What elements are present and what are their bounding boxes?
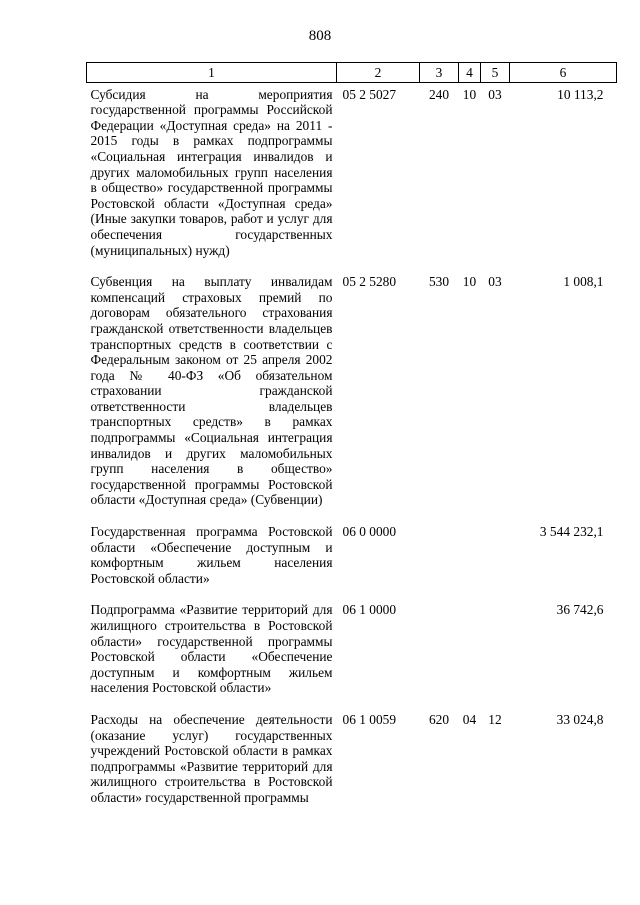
row-name: Расходы на обеспечение деятельности (оказание услуг) государственных учреждений Ростовской области в рамках подпрограммы «Развитие территорий для жилищного строительства в Ростовской области» государственной программы [90, 711, 333, 805]
row-amount: 33 024,8 [556, 711, 604, 727]
row-amount: 10 113,2 [557, 86, 604, 102]
row-pr: 12 [488, 711, 502, 727]
row-amount: 1 008,1 [563, 274, 604, 290]
row-rz [459, 524, 481, 602]
row-rz: 04 [462, 711, 477, 727]
row-name: Государственная программа Ростовской области «Обеспечение доступным и комфортным жильем населения Ростовской области» [90, 524, 333, 586]
row-vr [420, 602, 459, 712]
row-vr [420, 524, 459, 602]
row-name: Подпрограмма «Развитие территорий для жилищного строительства в Ростовской области» государственной программы Ростовской области «Обеспечение доступным и комфортным жильем населения Ростовской области» [90, 602, 333, 696]
row-vr: 530 [428, 274, 450, 290]
row-amount: 3 544 232,1 [539, 524, 604, 540]
row-code: 06 1 0059 [342, 711, 397, 727]
budget-table [86, 62, 617, 822]
header-col-4: 4 [459, 63, 481, 83]
row-rz: 10 [462, 86, 477, 102]
header-col-5: 5 [481, 63, 510, 83]
row-name: Субвенция на выплату инвалидам компенсаций страховых премий по договорам обязательного страхования гражданской ответственности владельцев транспортных средств в соответствии с Федеральным законом от 25 апреля 2002 года № 40-ФЗ «Об обязательном страховании гражданской ответственности владельцев транспортных средств» в рамках подпрограммы «Социальная интеграция инвалидов и других маломобильных групп населения в общество» государственной программы Ростовской области «Доступная среда» (Субвенции) [90, 274, 333, 508]
table-row [87, 274, 617, 524]
table-row [87, 524, 617, 602]
row-code: 05 2 5027 [342, 86, 397, 102]
table-row [87, 712, 617, 822]
row-name: Субсидия на мероприятия государственной программы Российской Федерации «Доступная среда» на 2011 - 2015 годы в рамках подпрограммы «Социальная интеграция инвалидов и других маломобильных групп населения в общество» государственной программы Ростовской области «Доступная среда» (Иные закупки товаров, работ и услуг для обеспечения государственных (муниципальных) нужд) [90, 86, 333, 258]
row-pr: 03 [488, 86, 502, 102]
header-col-6: 6 [510, 63, 617, 83]
header-col-3: 3 [420, 63, 459, 83]
row-vr: 620 [428, 711, 450, 727]
header-col-2: 2 [337, 63, 420, 83]
page-number: 808 [308, 28, 332, 44]
row-rz [459, 602, 481, 712]
row-code: 05 2 5280 [342, 274, 397, 290]
row-pr: 03 [488, 274, 502, 290]
row-pr [481, 524, 510, 602]
row-code: 06 1 0000 [342, 602, 397, 618]
row-pr [481, 602, 510, 712]
row-amount: 36 742,6 [556, 602, 604, 618]
header-col-1: 1 [87, 63, 337, 83]
row-rz: 10 [462, 274, 477, 290]
table-row [87, 82, 617, 274]
header-row [87, 63, 617, 83]
row-code: 06 0 0000 [342, 524, 397, 540]
table-row [87, 602, 617, 712]
row-vr: 240 [428, 86, 450, 102]
